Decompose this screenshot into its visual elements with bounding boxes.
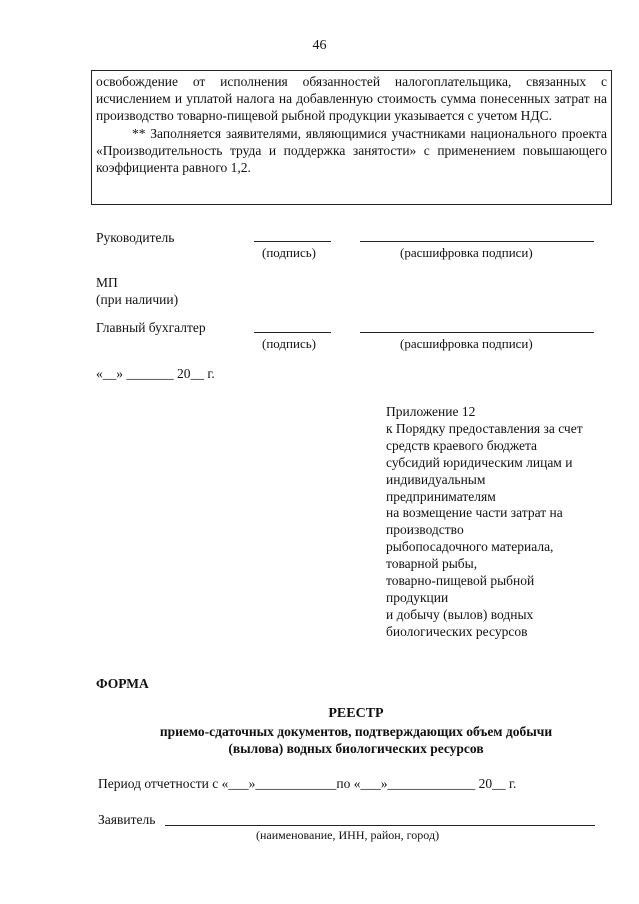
appendix-header <box>386 404 616 641</box>
applicant-line <box>165 825 595 826</box>
head-signature-line <box>254 241 331 242</box>
footnote-paragraph-1: освобождение от исполнения обязанностей налогоплательщика, связанных с исчислением и уплатой налога на добавленную стоимость сумма понесенных затрат на производство товарно-пищевой рыбной продукции указывается с учетом НДС. <box>96 74 607 124</box>
appendix-line: товарно-пищевой рыбной <box>386 573 535 589</box>
appendix-line: предпринимателям <box>386 488 496 504</box>
applicant-label: Заявитель <box>98 812 156 827</box>
accountant-decoding-caption: (расшифровка подписи) <box>400 336 533 351</box>
seal-note: (при наличии) <box>96 292 179 307</box>
appendix-line: и добычу (вылов) водных <box>386 606 534 622</box>
accountant-decoding-line <box>360 332 594 333</box>
head-decoding-line <box>360 241 594 242</box>
appendix-line: на возмещение части затрат на <box>386 505 563 521</box>
head-signature-caption: (подпись) <box>262 245 316 260</box>
appendix-line: производство <box>386 522 464 538</box>
head-decoding-caption: (расшифровка подписи) <box>400 245 533 260</box>
register-subtitle-line-1: приемо-сдаточных документов, подтверждающих объем добычи <box>159 724 553 739</box>
form-label: ФОРМА <box>96 676 149 691</box>
seal-label: МП <box>96 275 118 290</box>
accountant-signature-caption: (подпись) <box>262 336 316 351</box>
page-number: 46 <box>312 38 327 53</box>
appendix-line: средств краевого бюджета <box>386 437 538 453</box>
register-title: РЕЕСТР <box>328 706 384 721</box>
date-line: «__» _______ 20__ г. <box>96 366 215 381</box>
footnote-paragraph-2: ** Заполняется заявителями, являющимися участниками национального проекта «Производительность труда и поддержка занятости» с применением повышающего коэффициента равного 1,2. <box>96 125 607 176</box>
head-label: Руководитель <box>96 230 175 245</box>
applicant-caption: (наименование, ИНН, район, город) <box>256 828 440 842</box>
accountant-label: Главный бухгалтер <box>96 320 206 335</box>
reporting-period: Период отчетности с «___»____________по «___»_____________ 20__ г. <box>98 776 517 791</box>
footnote-box <box>91 70 612 205</box>
appendix-line: рыбопосадочного материала, <box>386 539 554 555</box>
appendix-line: Приложение 12 <box>386 404 476 419</box>
appendix-line: продукции <box>386 589 449 605</box>
accountant-signature-line <box>254 332 331 333</box>
appendix-line: к Порядку предоставления за счет <box>386 420 583 436</box>
appendix-line: товарной рыбы, <box>386 556 478 572</box>
appendix-line: индивидуальным <box>386 471 486 487</box>
appendix-line: субсидий юридическим лицам и <box>386 454 573 470</box>
appendix-line: биологических ресурсов <box>386 623 528 639</box>
register-subtitle-line-2: (вылова) водных биологических ресурсов <box>228 741 484 756</box>
